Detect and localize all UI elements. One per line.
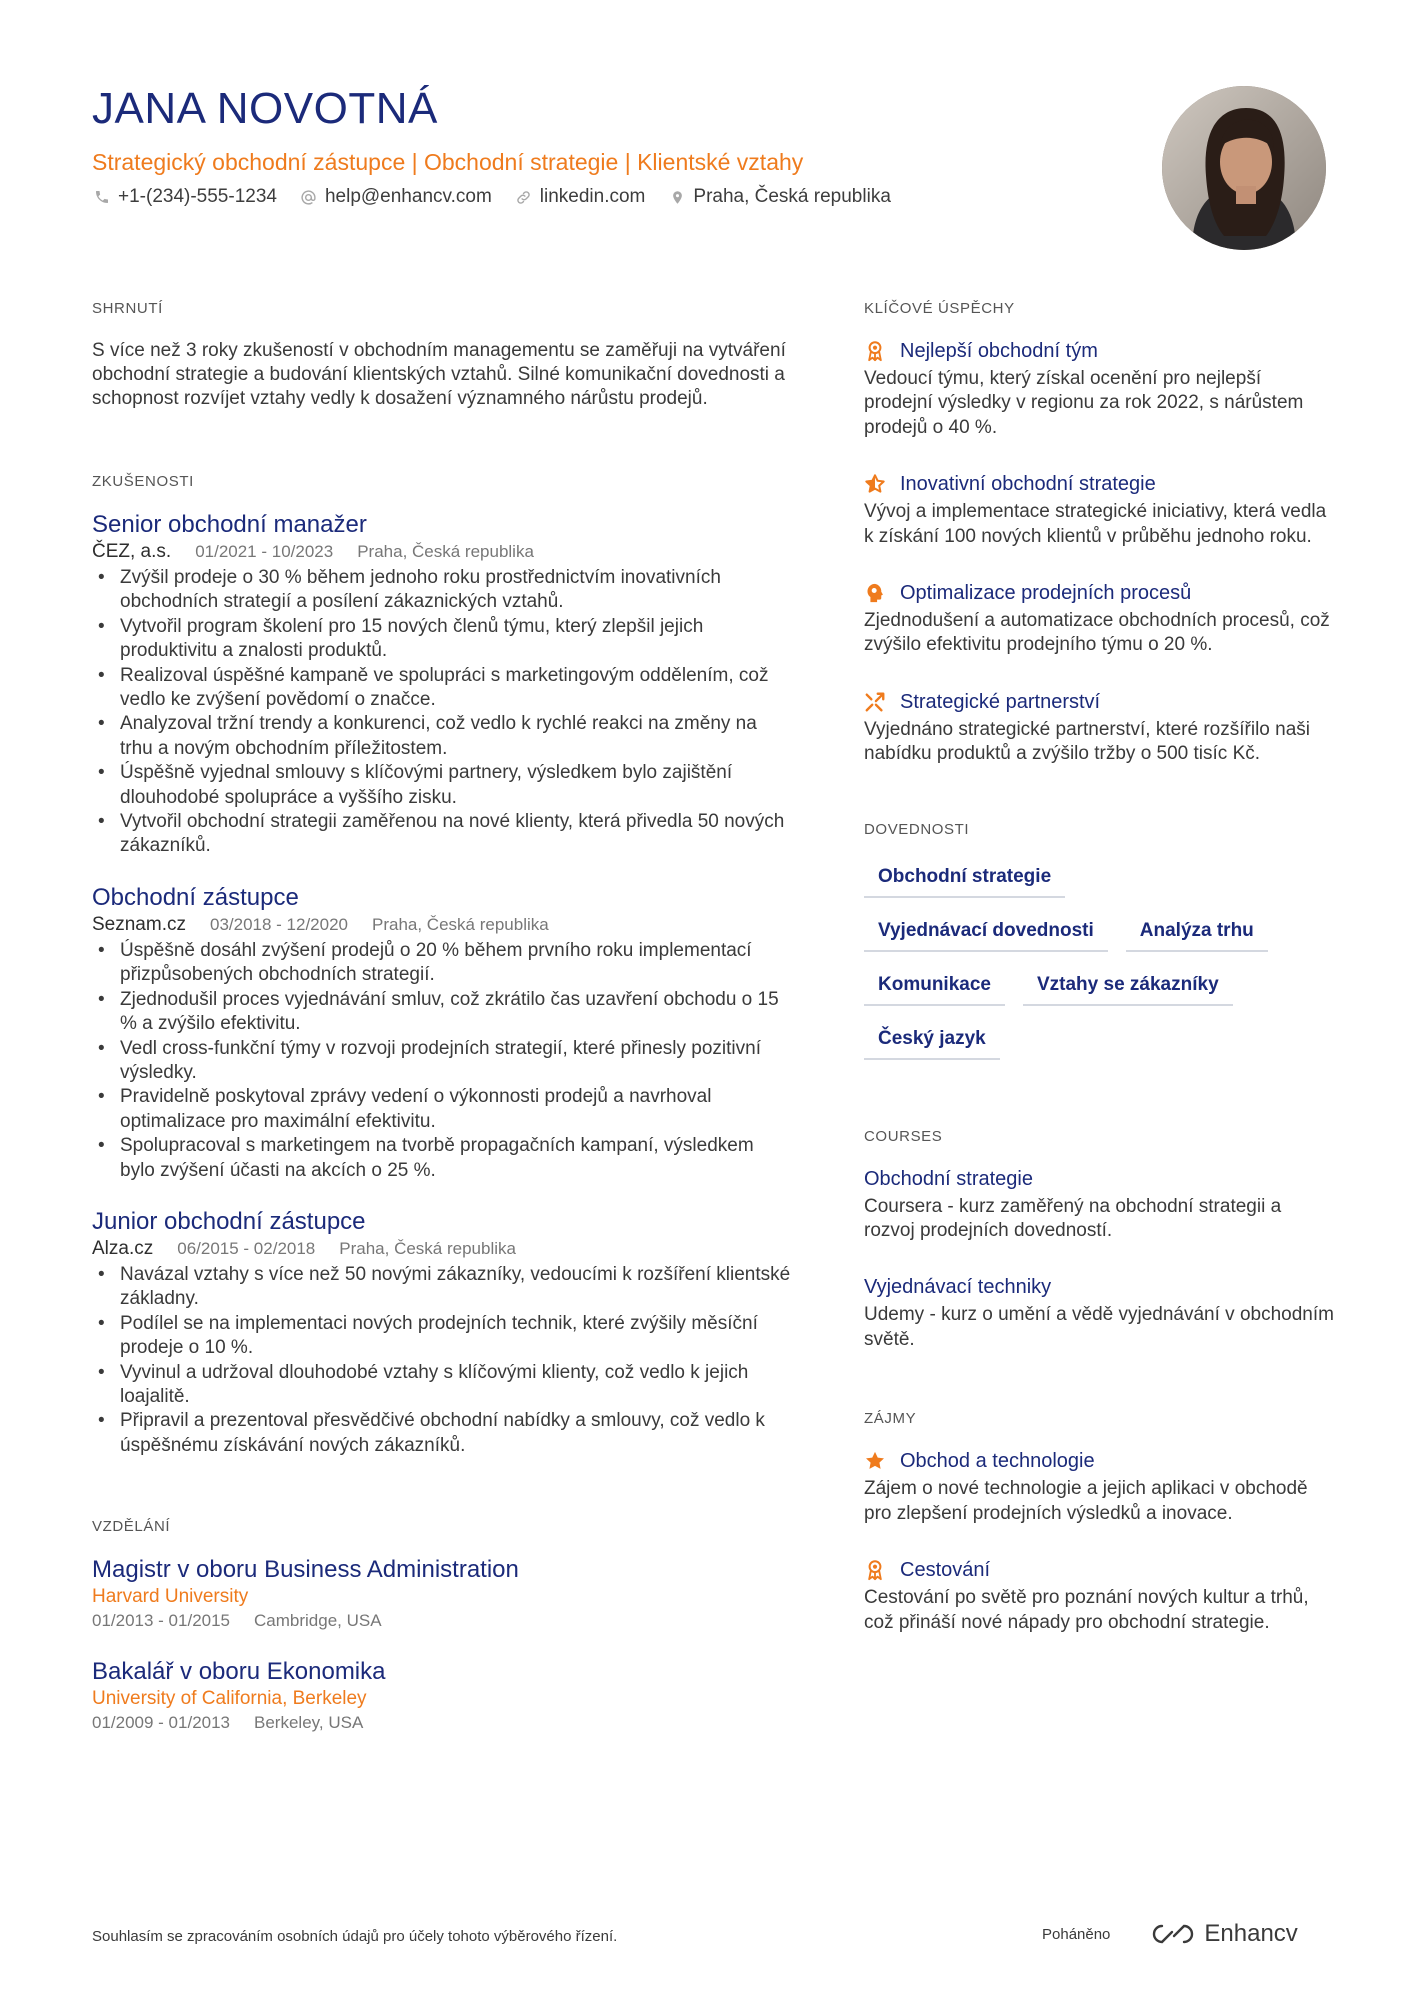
job-bullet: • Vyvinul a udržoval dlouhodobé vztahy s klíčovými klienty, což vedlo k jejich loajalitě. xyxy=(92,1361,792,1410)
summary-section xyxy=(92,300,792,411)
footer-branding[interactable] xyxy=(1042,1920,1298,1948)
course-item xyxy=(864,1273,1334,1352)
consent-text: Souhlasím se zpracováním osobních údajů pro účely tohoto výběrového řízení. xyxy=(92,1928,618,1945)
job-bullet: • Podílel se na implementaci nových prodejních technik, které zvýšily měsíční prodeje o 10 %. xyxy=(92,1312,792,1361)
achievement-title: Inovativní obchodní strategie xyxy=(900,473,1156,496)
section-title-achievements: KLÍČOVÉ ÚSPĚCHY xyxy=(864,300,1015,317)
job-bullet: • Úspěšně vyjednal smlouvy s klíčovými partnery, výsledkem bylo zajištění dlouhodobé spolupráce a vyššího zisku. xyxy=(92,761,792,810)
job-bullet: • Spolupracoval s marketingem na tvorbě propagačních kampaní, výsledkem bylo zvýšení účasti na akcích o 25 %. xyxy=(92,1134,792,1183)
enhancv-logo-icon xyxy=(1150,1922,1196,1946)
job-location: Praha, Česká republika xyxy=(357,542,534,561)
star-icon xyxy=(864,1450,886,1472)
interest-title: Obchod a technologie xyxy=(900,1450,1095,1473)
interest-item xyxy=(864,1447,1334,1526)
job-bullet: • Zjednodušil proces vyjednávání smluv, což zkrátilo čas uzavření obchodu o 15 % a zvýšilo efektivitu. xyxy=(92,988,792,1037)
job-bullet: • Úspěšně dosáhl zvýšení prodejů o 20 % během prvního roku implementací přizpůsobených obchodních strategií. xyxy=(92,939,792,988)
section-title-summary: SHRNUTÍ xyxy=(92,300,163,317)
achievement-desc: Zjednodušení a automatizace obchodních procesů, což zvýšilo efektivitu prodejního týmu o 20 %. xyxy=(864,610,1330,656)
job-dates: 03/2018 - 12/2020 xyxy=(209,914,348,934)
course-title: Obchodní strategie xyxy=(864,1167,1033,1190)
course-title: Vyjednávací techniky xyxy=(864,1276,1052,1299)
right-column xyxy=(864,300,1334,1635)
job-dates: 01/2021 - 10/2023 xyxy=(195,542,334,561)
job-bullet: • Připravil a prezentoval přesvědčivé obchodní nabídky a smlouvy, což vedlo k úspěšnému získávání nových zákazníků. xyxy=(92,1409,792,1458)
education-location: Berkeley, USA xyxy=(254,1713,364,1733)
candidate-name: JANA NOVOTNÁ xyxy=(92,84,438,133)
location-pin-icon xyxy=(667,187,687,207)
skill-tag: Vyjednávací dovednosti xyxy=(864,914,1108,952)
skills-section xyxy=(864,821,1334,1076)
skills-list xyxy=(864,860,1334,1076)
job-meta xyxy=(92,913,792,937)
job-bullet: • Pravidelně poskytoval zprávy vedení o výkonnosti prodejů a navrhoval optimalizace pro maximální efektivitu. xyxy=(92,1085,792,1134)
head-idea-icon xyxy=(864,582,886,604)
achievement-title: Nejlepší obchodní tým xyxy=(900,340,1098,362)
phone-text: +1-(234)-555-1234 xyxy=(118,186,277,207)
interest-head xyxy=(864,1447,1334,1475)
contact-linkedin[interactable] xyxy=(514,186,646,208)
achievement-item xyxy=(864,579,1334,658)
job-entry xyxy=(92,1207,792,1458)
award-icon xyxy=(864,340,886,362)
achievement-title: Optimalizace prodejních procesů xyxy=(900,582,1192,605)
achievement-desc: Vedoucí týmu, který získal ocenění pro nejlepší prodejní výsledky v regionu za rok 2022, s nárůstem prodejů o 40 %. xyxy=(864,368,1304,438)
brand-logo xyxy=(1150,1920,1297,1948)
job-bullet: • Navázal vztahy s více než 50 novými zákazníky, vedoucími k rozšíření klientské základny. xyxy=(92,1263,792,1312)
job-location: Praha, Česká republika xyxy=(372,914,549,934)
job-title: Senior obchodní manažer xyxy=(92,511,367,538)
course-desc: Coursera - kurz zaměřený na obchodní strategii a rozvoj prodejních dovedností. xyxy=(864,1195,1282,1242)
job-entry xyxy=(92,510,792,859)
achievement-head xyxy=(864,337,1334,365)
job-bullet: • Analyzoval tržní trendy a konkurenci, což vedlo k rychlé reakci na změny na trhu a novým obchodním příležitostem. xyxy=(92,712,792,761)
job-bullet: • Vytvořil obchodní strategii zaměřenou na nové klienty, která přivedla 50 nových zákazníků. xyxy=(92,810,792,859)
skill-tag: Komunikace xyxy=(864,968,1005,1006)
education-degree: Magistr v oboru Business Administration xyxy=(92,1556,519,1584)
interests-section xyxy=(864,1410,1334,1635)
education-school: Harvard University xyxy=(92,1586,249,1608)
achievement-item xyxy=(864,688,1334,767)
interest-item xyxy=(864,1556,1334,1635)
contact-location xyxy=(667,186,891,208)
job-entry xyxy=(92,883,792,1183)
achievement-head xyxy=(864,470,1334,498)
achievement-head xyxy=(864,579,1334,607)
job-bullet: • Realizoval úspěšné kampaně ve spolupráci s marketingovým oddělením, což vedlo ke zvýšení povědomí o značce. xyxy=(92,664,792,713)
profile-photo xyxy=(1162,86,1326,250)
section-title-experience: ZKUŠENOSTI xyxy=(92,473,194,490)
achievement-item xyxy=(864,337,1334,440)
left-column xyxy=(92,300,792,1735)
powered-by-label: Poháněno xyxy=(1042,1925,1111,1943)
job-bullet: • Vytvořil program školení pro 15 nových členů týmu, který zlepšil jejich produktivitu a znalosti produktů. xyxy=(92,615,792,664)
job-location: Praha, Česká republika xyxy=(339,1238,516,1258)
job-bullets xyxy=(92,939,792,1183)
job-bullet: • Vedl cross-funkční týmy v rozvoji prodejních strategií, které přinesly pozitivní výsledky. xyxy=(92,1037,792,1086)
education-meta xyxy=(92,1711,792,1735)
achievement-title: Strategické partnerství xyxy=(900,690,1101,713)
course-item xyxy=(864,1165,1334,1244)
candidate-headline: Strategický obchodní zástupce | Obchodní strategie | Klientské vztahy xyxy=(92,149,804,175)
achievement-desc: Vyjednáno strategické partnerství, které rozšířilo naši nabídku produktů a zvýšilo tržby o 500 tisíc Kč. xyxy=(864,718,1310,765)
job-bullet: • Zvýšil prodeje o 30 % během jednoho roku prostřednictvím inovativních obchodních strategií a posílení zákaznických vztahů. xyxy=(92,566,792,615)
skill-tag: Český jazyk xyxy=(864,1022,1000,1060)
job-title: Junior obchodní zástupce xyxy=(92,1207,366,1235)
job-company: Alza.cz xyxy=(92,1237,154,1259)
achievement-head xyxy=(864,688,1334,716)
job-dates: 06/2015 - 02/2018 xyxy=(177,1238,316,1258)
job-meta xyxy=(92,1237,792,1261)
education-entry xyxy=(92,1657,792,1735)
education-school: University of California, Berkeley xyxy=(92,1688,367,1710)
skill-tag: Obchodní strategie xyxy=(864,860,1065,898)
interest-head xyxy=(864,1556,1334,1584)
education-meta xyxy=(92,1609,792,1633)
brand-name: Enhancv xyxy=(1204,1920,1298,1947)
skill-tag: Analýza trhu xyxy=(1126,914,1268,952)
job-title: Obchodní zástupce xyxy=(92,883,299,911)
interest-title: Cestování xyxy=(900,1559,991,1582)
location-text: Praha, Česká republika xyxy=(693,186,891,207)
email-text: help@enhancv.com xyxy=(324,186,492,207)
job-company: ČEZ, a.s. xyxy=(92,541,172,562)
section-title-courses: COURSES xyxy=(864,1127,943,1145)
award-icon xyxy=(864,1559,886,1581)
skill-tag: Vztahy se zákazníky xyxy=(1023,968,1233,1006)
summary-text: S více než 3 roky zkušeností v obchodním managementu se zaměřuji na vytváření obchodní strategie a budování klientských vztahů. Silné komunikační dovednosti a schopnost rozvíjet vztahy vedly k dosažení významného nárůstu prodejů. xyxy=(92,340,786,409)
link-icon xyxy=(514,187,534,207)
job-bullets xyxy=(92,1263,792,1458)
at-icon xyxy=(299,187,319,207)
section-title-interests: ZÁJMY xyxy=(864,1410,917,1428)
education-dates: 01/2009 - 01/2013 xyxy=(92,1713,231,1733)
education-location: Cambridge, USA xyxy=(254,1611,382,1631)
star-outline-icon xyxy=(864,473,886,495)
course-desc: Udemy - kurz o umění a vědě vyjednávání v obchodním světě. xyxy=(864,1304,1334,1350)
courses-section xyxy=(864,1128,1334,1353)
section-title-education: VZDĚLÁNÍ xyxy=(92,1518,171,1536)
job-bullets xyxy=(92,566,792,859)
achievements-section xyxy=(864,300,1334,767)
education-entry xyxy=(92,1555,792,1633)
education-degree: Bakalář v oboru Ekonomika xyxy=(92,1658,386,1686)
route-icon xyxy=(864,691,886,713)
achievement-item xyxy=(864,470,1334,549)
phone-icon xyxy=(92,187,112,207)
interest-desc: Zájem o nové technologie a jejich aplikaci v obchodě pro zlepšení prodejních výsledků a inovace. xyxy=(864,1478,1308,1524)
job-company: Seznam.cz xyxy=(92,913,186,935)
section-title-skills: DOVEDNOSTI xyxy=(864,820,970,838)
contact-phone xyxy=(92,186,277,208)
contact-bar xyxy=(92,186,913,208)
education-section xyxy=(92,1518,792,1735)
education-dates: 01/2013 - 01/2015 xyxy=(92,1611,231,1631)
interest-desc: Cestování po světě pro poznání nových kultur a trhů, což přináší nové nápady pro obchodní strategie. xyxy=(864,1587,1309,1633)
linkedin-text: linkedin.com xyxy=(539,186,646,207)
experience-section xyxy=(92,473,792,1458)
contact-email[interactable] xyxy=(299,186,492,208)
job-meta xyxy=(92,540,792,564)
achievement-desc: Vývoj a implementace strategické iniciativy, která vedla k získání 100 nových klientů v průběhu jednoho roku. xyxy=(864,501,1327,547)
